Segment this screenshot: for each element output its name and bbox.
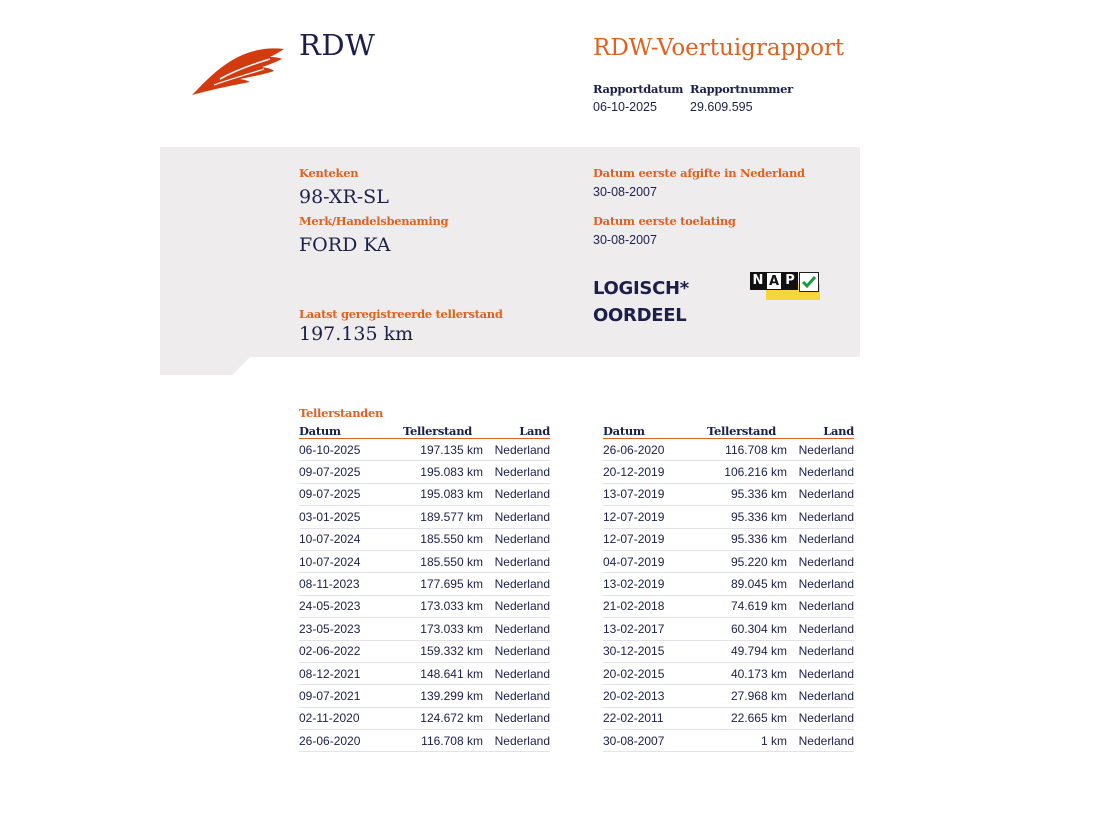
table-header-row — [299, 424, 550, 439]
table-row — [603, 528, 854, 550]
reading-date: 10-07-2024 — [299, 550, 403, 572]
col-datum: Datum — [299, 424, 403, 439]
panel-cut — [232, 357, 860, 375]
reading-date: 09-07-2021 — [299, 685, 403, 707]
col-tellerstand: Tellerstand — [403, 424, 483, 439]
nap-letter-p: P — [782, 272, 798, 290]
table-row — [299, 662, 550, 684]
reading-km: 173.033 km — [403, 595, 483, 617]
reading-km: 95.336 km — [707, 528, 787, 550]
table-row — [603, 662, 854, 684]
reading-date: 02-06-2022 — [299, 640, 403, 662]
reading-date: 20-12-2019 — [603, 461, 707, 483]
table-row — [603, 707, 854, 729]
reading-date: 06-10-2025 — [299, 439, 403, 461]
readings-table-right — [603, 424, 854, 752]
verdict — [593, 275, 689, 329]
reading-date: 09-07-2025 — [299, 483, 403, 505]
rdw-logo-icon — [190, 45, 286, 97]
table-row — [299, 506, 550, 528]
table-row — [603, 506, 854, 528]
table-row — [603, 595, 854, 617]
reading-date: 13-02-2019 — [603, 573, 707, 595]
reading-date: 04-07-2019 — [603, 550, 707, 572]
first-admission-value: 30-08-2007 — [593, 233, 657, 247]
table-row — [299, 685, 550, 707]
reading-country: Nederland — [787, 528, 854, 550]
reading-km: 27.968 km — [707, 685, 787, 707]
reading-country: Nederland — [483, 730, 550, 752]
reading-country: Nederland — [787, 461, 854, 483]
reading-country: Nederland — [787, 618, 854, 640]
reading-country: Nederland — [483, 439, 550, 461]
reading-km: 173.033 km — [403, 618, 483, 640]
plate-label: Kenteken — [299, 166, 359, 180]
reading-date: 02-11-2020 — [299, 707, 403, 729]
logo-text: RDW — [299, 28, 376, 62]
reading-date: 20-02-2013 — [603, 685, 707, 707]
reading-km: 22.665 km — [707, 707, 787, 729]
reading-km: 49.794 km — [707, 640, 787, 662]
table-row — [603, 685, 854, 707]
table-row — [299, 573, 550, 595]
reading-km: 177.695 km — [403, 573, 483, 595]
reading-country: Nederland — [787, 439, 854, 461]
last-reading-label: Laatst geregistreerde tellerstand — [299, 307, 503, 321]
reading-km: 195.083 km — [403, 483, 483, 505]
reading-km: 139.299 km — [403, 685, 483, 707]
first-issue-value: 30-08-2007 — [593, 185, 657, 199]
reading-country: Nederland — [483, 595, 550, 617]
reading-km: 189.577 km — [403, 506, 483, 528]
reading-country: Nederland — [787, 685, 854, 707]
table-row — [603, 573, 854, 595]
table-row — [299, 461, 550, 483]
table-row — [603, 461, 854, 483]
table-row — [299, 595, 550, 617]
reading-km: 124.672 km — [403, 707, 483, 729]
reading-km: 95.336 km — [707, 483, 787, 505]
reading-country: Nederland — [483, 573, 550, 595]
reading-date: 08-11-2023 — [299, 573, 403, 595]
reading-km: 185.550 km — [403, 528, 483, 550]
vehicle-panel — [160, 147, 860, 375]
reading-country: Nederland — [787, 550, 854, 572]
report-number: 29.609.595 — [690, 100, 753, 114]
table-row — [603, 618, 854, 640]
table-row — [603, 730, 854, 752]
reading-km: 95.220 km — [707, 550, 787, 572]
table-row — [603, 550, 854, 572]
report-title: RDW-Voertuigrapport — [593, 35, 845, 61]
col-tellerstand: Tellerstand — [707, 424, 787, 439]
table-row — [299, 640, 550, 662]
reading-country: Nederland — [787, 483, 854, 505]
reading-date: 13-02-2017 — [603, 618, 707, 640]
nap-logo — [750, 272, 822, 300]
reading-date: 09-07-2025 — [299, 461, 403, 483]
table-row — [603, 640, 854, 662]
first-issue-label: Datum eerste afgifte in Nederland — [593, 166, 805, 180]
col-land: Land — [483, 424, 550, 439]
reading-date: 24-05-2023 — [299, 595, 403, 617]
reading-km: 197.135 km — [403, 439, 483, 461]
verdict-line2: OORDEEL — [593, 305, 687, 326]
reading-country: Nederland — [787, 640, 854, 662]
reading-country: Nederland — [483, 461, 550, 483]
reading-km: 116.708 km — [707, 439, 787, 461]
reading-date: 12-07-2019 — [603, 528, 707, 550]
panel-corner — [232, 357, 250, 375]
reading-country: Nederland — [483, 662, 550, 684]
reading-km: 95.336 km — [707, 506, 787, 528]
reading-country: Nederland — [787, 573, 854, 595]
reading-date: 03-01-2025 — [299, 506, 403, 528]
table-row — [299, 550, 550, 572]
nap-letter-n: N — [750, 272, 766, 290]
reading-km: 106.216 km — [707, 461, 787, 483]
table-row — [299, 528, 550, 550]
reading-date: 21-02-2018 — [603, 595, 707, 617]
reading-km: 159.332 km — [403, 640, 483, 662]
reading-date: 30-12-2015 — [603, 640, 707, 662]
reading-date: 13-07-2019 — [603, 483, 707, 505]
table-row — [299, 618, 550, 640]
reading-country: Nederland — [483, 685, 550, 707]
reading-country: Nederland — [787, 595, 854, 617]
reading-country: Nederland — [483, 707, 550, 729]
reading-country: Nederland — [483, 528, 550, 550]
verdict-line1: LOGISCH* — [593, 278, 689, 299]
reading-km: 60.304 km — [707, 618, 787, 640]
reading-km: 74.619 km — [707, 595, 787, 617]
reading-country: Nederland — [483, 618, 550, 640]
reading-date: 23-05-2023 — [299, 618, 403, 640]
reading-date: 22-02-2011 — [603, 707, 707, 729]
reading-country: Nederland — [483, 550, 550, 572]
last-reading-value: 197.135 km — [299, 323, 414, 345]
reading-km: 40.173 km — [707, 662, 787, 684]
table-header-row — [603, 424, 854, 439]
reading-country: Nederland — [787, 662, 854, 684]
table-row — [603, 439, 854, 461]
reading-date: 08-12-2021 — [299, 662, 403, 684]
reading-country: Nederland — [787, 506, 854, 528]
table-row — [299, 730, 550, 752]
table-row — [299, 483, 550, 505]
reading-country: Nederland — [483, 640, 550, 662]
check-icon — [799, 272, 819, 292]
reading-date: 30-08-2007 — [603, 730, 707, 752]
col-land: Land — [787, 424, 854, 439]
reading-date: 26-06-2020 — [603, 439, 707, 461]
readings-table-left — [299, 424, 550, 752]
report-date: 06-10-2025 — [593, 100, 657, 114]
reading-km: 89.045 km — [707, 573, 787, 595]
plate-value: 98-XR-SL — [299, 186, 389, 208]
reading-country: Nederland — [787, 730, 854, 752]
reading-km: 195.083 km — [403, 461, 483, 483]
reading-km: 148.641 km — [403, 662, 483, 684]
report-number-label: Rapportnummer — [690, 82, 793, 96]
reading-date: 20-02-2015 — [603, 662, 707, 684]
table-row — [603, 483, 854, 505]
table-row — [299, 439, 550, 461]
reading-country: Nederland — [483, 483, 550, 505]
report-date-label: Rapportdatum — [593, 82, 684, 96]
brand-label: Merk/Handelsbenaming — [299, 214, 449, 228]
reading-date: 12-07-2019 — [603, 506, 707, 528]
reading-km: 185.550 km — [403, 550, 483, 572]
readings-title: Tellerstanden — [299, 406, 384, 420]
table-row — [299, 707, 550, 729]
reading-country: Nederland — [483, 506, 550, 528]
col-datum: Datum — [603, 424, 707, 439]
brand-value: FORD KA — [299, 234, 391, 256]
reading-km: 1 km — [707, 730, 787, 752]
reading-km: 116.708 km — [403, 730, 483, 752]
first-admission-label: Datum eerste toelating — [593, 214, 736, 228]
reading-date: 10-07-2024 — [299, 528, 403, 550]
reading-date: 26-06-2020 — [299, 730, 403, 752]
nap-letter-a: A — [766, 272, 782, 290]
reading-country: Nederland — [787, 707, 854, 729]
